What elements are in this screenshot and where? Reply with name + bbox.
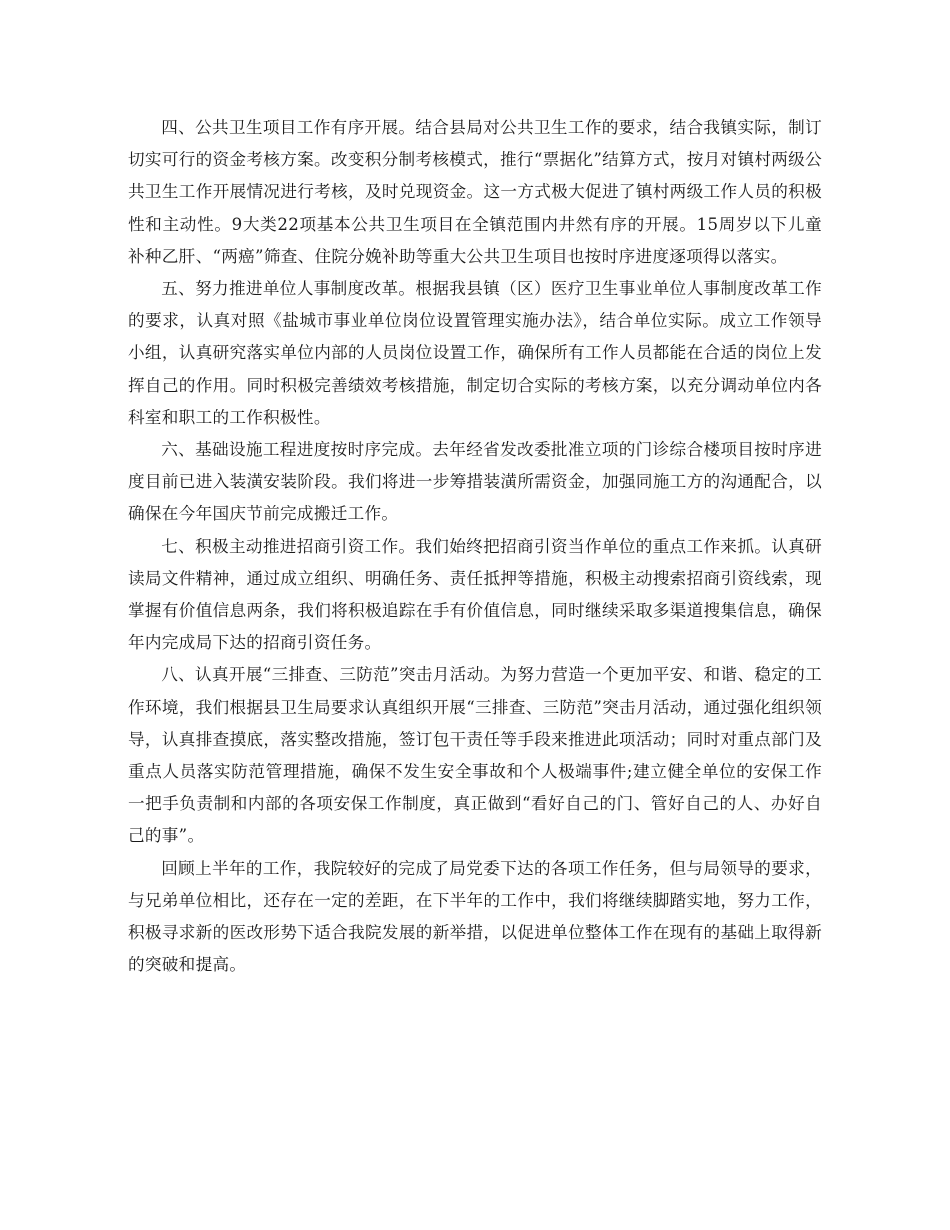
document-body <box>128 112 822 981</box>
paragraph-personnel-reform: 五、努力推进单位人事制度改革。根据我县镇（区）医疗卫生事业单位人事制度改革工作的要求，认真对照《盐城市事业单位岗位设置管理实施办法》，结合单位实际。成立工作领导小组，认真研究落实单位内部的人员岗位设置工作，确保所有工作人员都能在合适的岗位上发挥自己的作用。同时积极完善绩效考核措施，制定切合实际的考核方案，以充分调动单位内各科室和职工的工作积极性。 <box>128 279 822 427</box>
paragraph-investment: 七、积极主动推进招商引资工作。我们始终把招商引资当作单位的重点工作来抓。认真研读局文件精神，通过成立组织、明确任务、责任抵押等措施，积极主动搜索招商引资线索，现掌握有价值信息两条，我们将积极追踪在手有价值信息，同时继续采取多渠道搜集信息，确保年内完成局下达的招商引资任务。 <box>128 536 822 653</box>
paragraph-summary: 回顾上半年的工作，我院较好的完成了局党委下达的各项工作任务，但与局领导的要求，与兄弟单位相比，还存在一定的差距，在下半年的工作中，我们将继续脚踏实地，努力工作，积极寻求新的医改形势下适合我院发展的新举措，以促进单位整体工作在现有的基础上取得新的突破和提高。 <box>128 858 822 975</box>
paragraph-infrastructure: 六、基础设施工程进度按时序完成。去年经省发改委批准立项的门诊综合楼项目按时序进度目前已进入装潢安装阶段。我们将进一步筹措装潢所需资金，加强同施工方的沟通配合，以确保在今年国庆节前完成搬迁工作。 <box>128 440 822 524</box>
paragraph-public-health: 四、公共卫生项目工作有序开展。结合县局对公共卫生工作的要求，结合我镇实际，制订切实可行的资金考核方案。改变积分制考核模式，推行“票据化”结算方式，按月对镇村两级公共卫生工作开展情况进行考核，及时兑现资金。这一方式极大促进了镇村两级工作人员的积极性和主动性。9大类22项基本公共卫生项目在全镇范围内井然有序的开展。15周岁以下儿童补种乙肝、“两癌”筛查、住院分娩补助等重大公共卫生项目也按时序进度逐项得以落实。 <box>128 118 822 266</box>
paragraph-safety-campaign: 八、认真开展“三排查、三防范”突击月活动。为努力营造一个更加平安、和谐、稳定的工作环境，我们根据县卫生局要求认真组织开展“三排查、三防范”突击月活动，通过强化组织领导，认真排查摸底，落实整改措施，签订包干责任等手段来推进此项活动；同时对重点部门及重点人员落实防范管理措施，确保不发生安全事故和个人极端事件;建立健全单位的安保工作一把手负责制和内部的各项安保工作制度，真正做到“看好自己的门、管好自己的人、办好自己的事”。 <box>128 665 822 846</box>
